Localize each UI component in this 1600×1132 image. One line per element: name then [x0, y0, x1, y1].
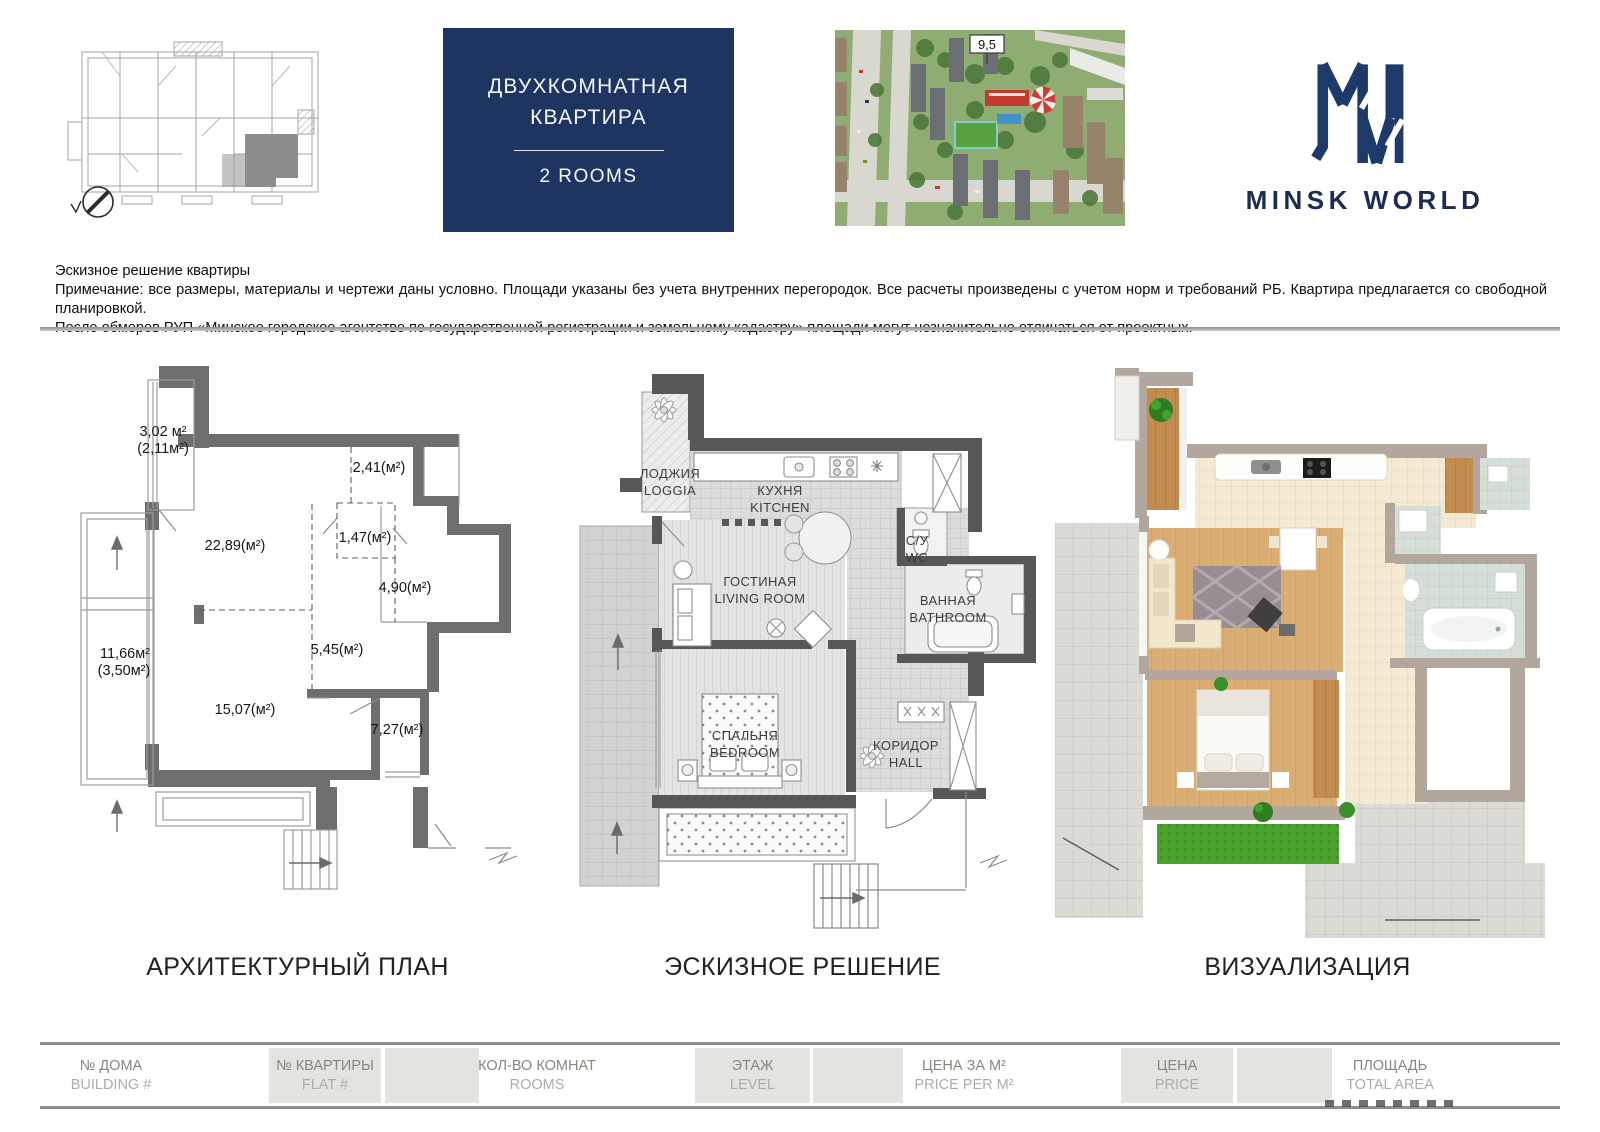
- disclaimer-title: Эскизное решение квартиры: [55, 263, 251, 279]
- footer-box-empty-1: [385, 1048, 479, 1103]
- sketch-plan: [560, 358, 1045, 938]
- field-label-en: PRICE PER M²: [914, 1077, 1014, 1093]
- room-label-hall: [873, 737, 939, 771]
- area-value: 5,45(м²): [310, 642, 364, 658]
- room-name-ru: СПАЛЬНЯ: [711, 728, 779, 743]
- brand-logo: [1240, 48, 1490, 216]
- area-value: 22,89(м²): [204, 538, 266, 554]
- plan-caption-visualization: ВИЗУАЛИЗАЦИЯ: [1204, 953, 1411, 981]
- field-label-en: PRICE: [1154, 1077, 1200, 1093]
- room-label-bathroom: [909, 592, 986, 626]
- room-name-ru: ЛОДЖИЯ: [639, 466, 701, 481]
- field-label-en: LEVEL: [729, 1077, 776, 1093]
- room-name-en: LIVING ROOM: [714, 591, 806, 606]
- room-name-ru: ГОСТИНАЯ: [723, 574, 797, 589]
- masterplan-aerial-drawing: [835, 30, 1125, 226]
- footer-field-rooms: [467, 1051, 607, 1101]
- disclaimer-note-1: Примечание: все размеры, материалы и чертежи даны условно. Площади указаны без учета внутренних перегородок. Все расчеты произведены с учетом норм и требований РБ. Квартира предлагается со свободной планировкой.: [55, 282, 1547, 317]
- room-label-bedroom: [710, 727, 780, 761]
- building-key-plan-drawing: [62, 26, 347, 233]
- room-name-en: WC: [905, 550, 929, 565]
- unit-type-subtitle: 2 ROOMS: [539, 165, 638, 187]
- room-label-wc: [906, 532, 928, 566]
- room-label-living: [714, 573, 805, 607]
- brand-monogram-icon: [1306, 48, 1424, 170]
- room-name-en: KITCHEN: [750, 500, 810, 515]
- brand-name: MINSK WORLD: [1245, 185, 1485, 215]
- area-value-sub: (3,50м²): [97, 663, 151, 679]
- footer-field-flat: [269, 1051, 381, 1101]
- area-value: 11,66м²: [99, 646, 151, 662]
- area-value: 2,41(м²): [352, 460, 406, 476]
- room-label-loggia: [640, 465, 700, 499]
- room-name-en: BATHROOM: [909, 610, 987, 625]
- area-value: 15,07(м²): [214, 702, 276, 718]
- footer-box-empty-3: [1237, 1048, 1332, 1103]
- field-label-en: TOTAL AREA: [1346, 1077, 1434, 1093]
- unit-type-banner: [443, 28, 734, 232]
- area-value: 3,02 м²: [139, 424, 187, 440]
- room-name-ru: КОРИДОР: [873, 738, 939, 753]
- area-value: 1,47(м²): [338, 530, 392, 546]
- field-label-ru: № ДОМА: [79, 1058, 143, 1074]
- footer-box-empty-2: [813, 1048, 903, 1103]
- building-number-label: 9,5: [977, 37, 997, 52]
- masterplan-aerial-image: [835, 30, 1125, 226]
- unit-type-title: ДВУХКОМНАТНАЯ КВАРТИРА: [487, 75, 689, 129]
- room-name-en: LOGGIA: [643, 483, 697, 498]
- footer-top-line: [40, 1042, 1560, 1045]
- footer-field-price: [1121, 1051, 1233, 1101]
- banner-divider: [514, 150, 664, 151]
- field-label-ru: № КВАРТИРЫ: [276, 1058, 374, 1074]
- building-key-plan: [62, 26, 347, 233]
- plan-caption-sketch: ЭСКИЗНОЕ РЕШЕНИЕ: [664, 953, 941, 981]
- clipped-watermark-dashes: [1325, 1100, 1455, 1107]
- section-divider-line: [40, 327, 1560, 331]
- footer-field-building: [41, 1051, 181, 1101]
- room-name-ru: ВАННАЯ: [919, 593, 977, 608]
- field-label-ru: ПЛОЩАДЬ: [1352, 1058, 1428, 1074]
- footer-field-total-area: [1320, 1051, 1460, 1101]
- field-label-ru: КОЛ-ВО КОМНАТ: [478, 1058, 596, 1074]
- room-name-en: BEDROOM: [710, 745, 780, 760]
- field-label-ru: ЦЕНА ЗА М²: [922, 1058, 1006, 1074]
- field-label-ru: ЭТАЖ: [731, 1058, 774, 1074]
- room-name-ru: С/У: [905, 533, 929, 548]
- area-value-sub: (2,11м²): [137, 441, 189, 457]
- field-label-en: FLAT #: [301, 1077, 349, 1093]
- area-value: 4,90(м²): [378, 580, 432, 596]
- room-label-kitchen: [750, 482, 810, 516]
- highlighted-flat-footprint: [245, 134, 298, 187]
- footer-field-price-per-m2: [894, 1051, 1034, 1101]
- field-label-en: ROOMS: [509, 1077, 565, 1093]
- area-value: 7,27(м²): [370, 722, 424, 738]
- visualization-render: [1055, 358, 1560, 938]
- architectural-plan: [75, 358, 520, 938]
- room-name-ru: КУХНЯ: [757, 483, 803, 498]
- room-name-en: HALL: [888, 755, 924, 770]
- sketch-plan-drawing: [560, 358, 1045, 938]
- visualization-drawing: [1055, 358, 1560, 938]
- footer-field-level: [695, 1051, 810, 1101]
- field-label-en: BUILDING #: [70, 1077, 152, 1093]
- field-label-ru: ЦЕНА: [1156, 1058, 1198, 1074]
- plan-caption-architectural: АРХИТЕКТУРНЫЙ ПЛАН: [146, 953, 449, 981]
